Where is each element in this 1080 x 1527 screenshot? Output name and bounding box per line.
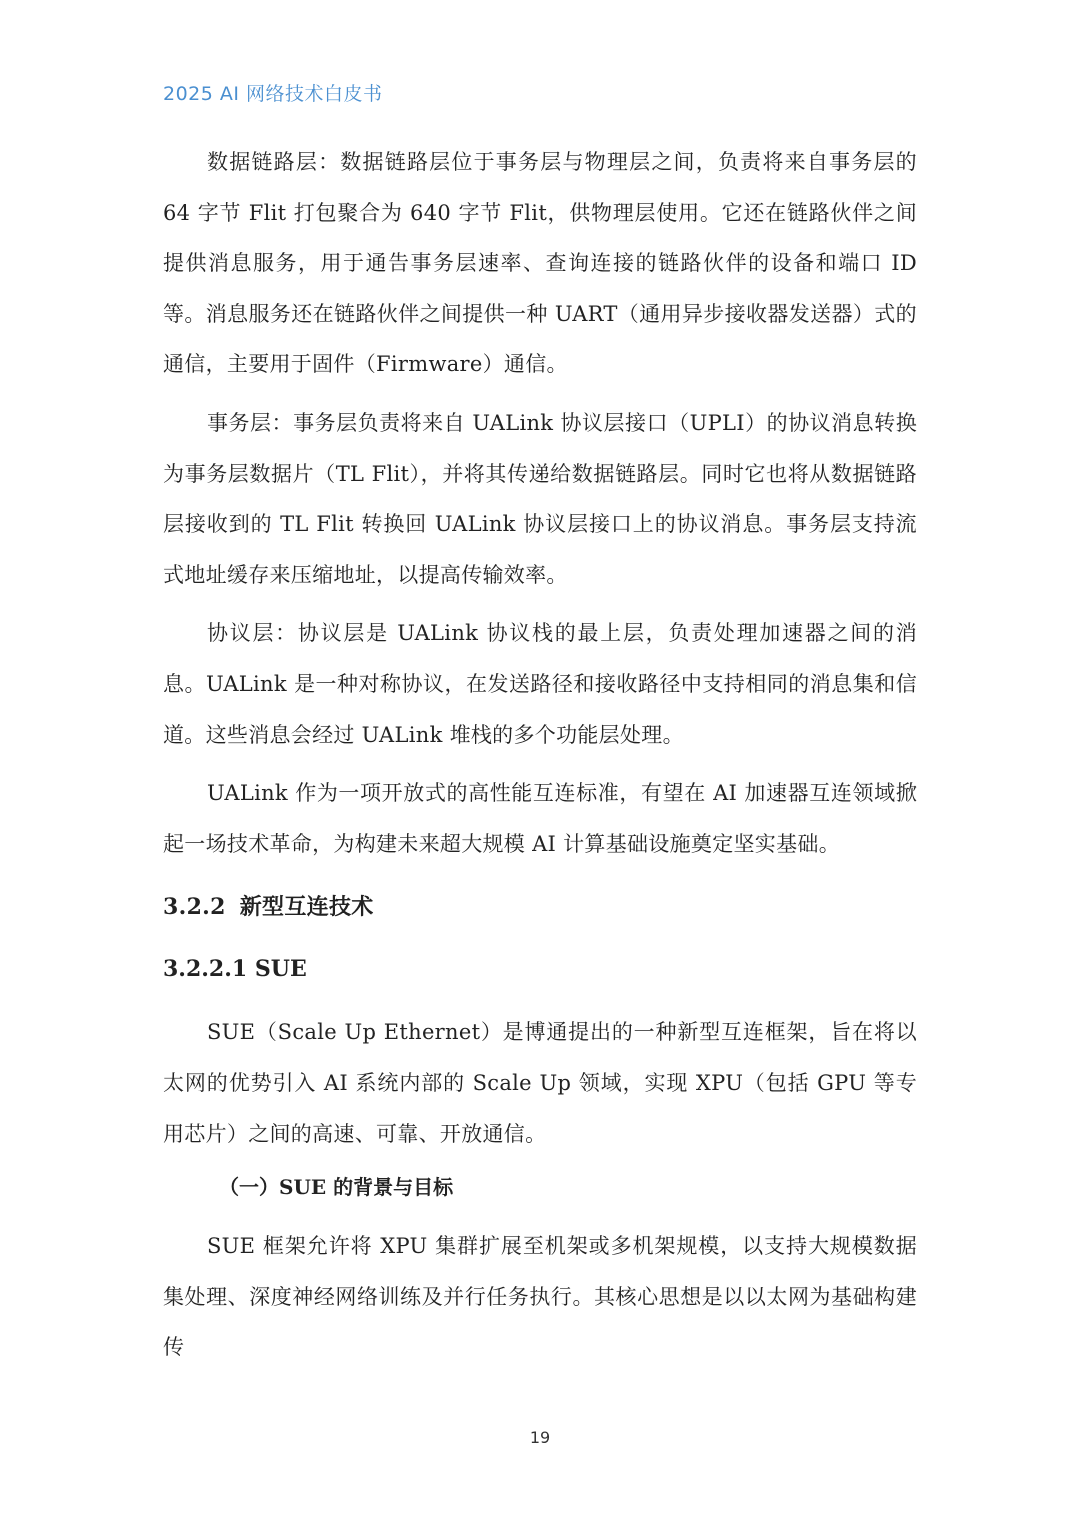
subsubsection-heading: （一）SUE 的背景与目标 bbox=[219, 1175, 454, 1200]
subsection-heading: 3.2.2.1 SUE bbox=[163, 956, 307, 983]
section-number: 3.2.2 bbox=[163, 894, 226, 921]
paragraph-data-link-layer: 数据链路层：数据链路层位于事务层与物理层之间，负责将来自事务层的 64 字节 Flit 打包聚合为 640 字节 Flit，供物理层使用。它还在链路伙伴之间提供消息服务，用于通告事务层速率、查询连接的链路伙伴的设备和端口 ID 等。消息服务还在链路伙伴之间提供一种 UART（通用异步接收器发送器）式的通信，主要用于固件（Firmware）通信。 bbox=[163, 150, 917, 377]
paragraph-sue-framework: SUE 框架允许将 XPU 集群扩展至机架或多机架规模，以支持大规模数据集处理、深度神经网络训练及并行任务执行。其核心思想是以以太网为基础构建传 bbox=[163, 1234, 917, 1360]
paragraph-protocol-layer: 协议层：协议层是 UALink 协议栈的最上层，负责处理加速器之间的消息。UALink 是一种对称协议，在发送路径和接收路径中支持相同的消息集和信道。这些消息会经过 UALink 堆栈的多个功能层处理。 bbox=[163, 621, 917, 747]
document-body bbox=[163, 137, 917, 1381]
section-heading bbox=[163, 891, 917, 923]
paragraph-ualink-summary: UALink 作为一项开放式的高性能互连标准，有望在 AI 加速器互连领域掀起一场技术革命，为构建未来超大规模 AI 计算基础设施奠定坚实基础。 bbox=[163, 781, 917, 856]
paragraph-sue-intro: SUE（Scale Up Ethernet）是博通提出的一种新型互连框架，旨在将以太网的优势引入 AI 系统内部的 Scale Up 领域，实现 XPU（包括 GPU 等专用芯片）之间的高速、可靠、开放通信。 bbox=[163, 1020, 917, 1146]
section-title: 新型互连技术 bbox=[239, 894, 374, 921]
paragraph-transaction-layer: 事务层：事务层负责将来自 UALink 协议层接口（UPLI）的协议消息转换为事务层数据片（TL Flit），并将其传递给数据链路层。同时它也将从数据链路层接收到的 TL Flit 转换回 UALink 协议层接口上的协议消息。事务层支持流式地址缓存来压缩地址，以提高传输效率。 bbox=[163, 410, 917, 587]
document-header-title: 2025 AI 网络技术白皮书 bbox=[163, 83, 383, 105]
page-number: 19 bbox=[529, 1428, 551, 1447]
